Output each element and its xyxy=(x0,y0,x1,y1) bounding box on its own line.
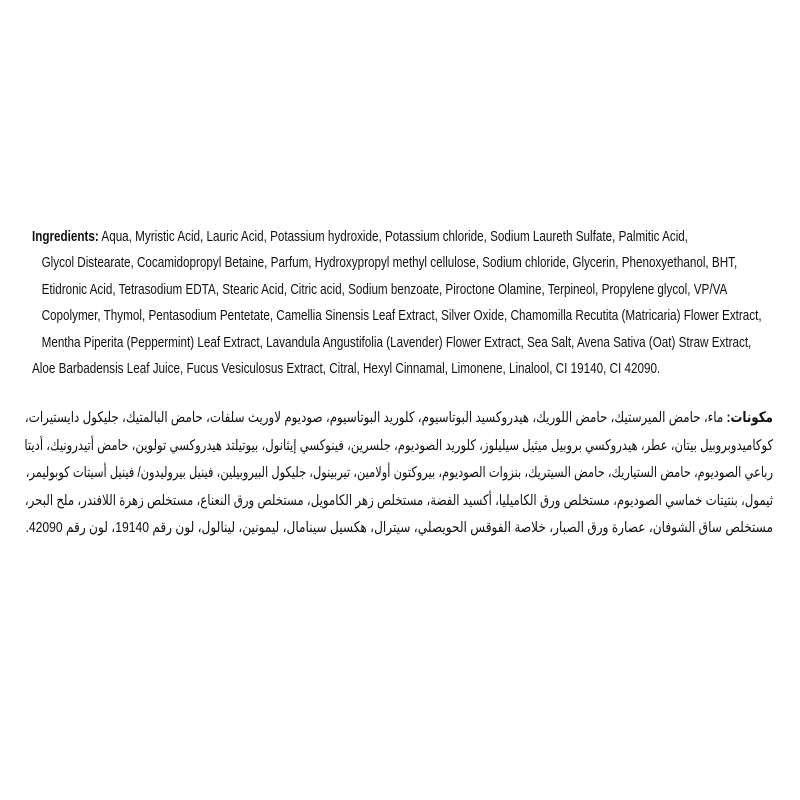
english-line: Glycol Distearate, Cocamidopropyl Betaine, Parfum, Hydroxypropyl methyl cellulose, Sodium chloride, Glycerin, Phenoxyethanol, BHT, xyxy=(41,255,738,272)
arabic-line: مكونات: ماء، حامض الميرستيك، حامض اللوريك، هيدروكسيد البوتاسيوم، كلوريد البوتاسيوم، صوديوم لاوريث سلفات، حامض البالمتيك، جليكول دايستيرات، xyxy=(24,410,773,426)
english-ingredients xyxy=(32,224,772,382)
english-line: Etidronic Acid, Tetrasodium EDTA, Stearic Acid, Citric acid, Sodium benzoate, Piroctone Olamine, Terpineol, Propylene glycol, VP/VA xyxy=(41,281,728,298)
arabic-line: ثيمول، بنتيتات خماسي الصوديوم، مستخلص ورق الكاميليا، أكسيد الفضة، مستخلص زهر الكامويل، مستخلص ورق النعناع، مستخلص زهرة اللافندر، ملح البحر، xyxy=(24,492,773,509)
english-label: Ingredients: xyxy=(32,229,99,245)
arabic-line: كوكاميدوبروبيل بيتان، عطر، هيدروكسي بروبيل ميثيل سيليلوز، كلوريد الصوديوم، جلسرين، فينوكسي إيثانول، بيوتيلتد هيدروكسي تولوين، حامض أتيدرونيك، أديتا xyxy=(24,437,773,454)
english-line: Mentha Piperita (Peppermint) Leaf Extract, Lavandula Angustifolia (Lavender) Flower Extract, Sea Salt, Avena Sativa (Oat) Straw Extract, xyxy=(41,334,752,351)
english-line: Aloe Barbadensis Leaf Juice, Fucus Vesiculosus Extract, Citral, Hexyl Cinnamal, Limonene, Linalool, CI 19140, CI 42090. xyxy=(32,361,661,378)
arabic-label: مكونات: xyxy=(726,410,773,426)
english-line: Copolymer, Thymol, Pentasodium Pentetate, Camellia Sinensis Leaf Extract, Silver Oxide, Chamomilla Recutita (Matricaria) Flower Extract, xyxy=(41,308,762,325)
arabic-ingredients xyxy=(24,405,774,543)
english-line: Ingredients: Aqua, Myristic Acid, Lauric Acid, Potassium hydroxide, Potassium chloride, Sodium Laureth Sulfate, Palmitic Acid, xyxy=(32,229,689,245)
arabic-line: مستخلص ساق الشوفان، عصارة ورق الصبار، خلاصة الفوقس الحويصلي، سيترال، هكسيل سينامال، ليمونين، لينالول، لون رقم 19140، لون رقم 42090. xyxy=(25,520,773,537)
arabic-line: رباعي الصوديوم، حامض الستياريك، حامض السيتريك، بنزوات الصوديوم، بيروكتون أولامين، تيربينول، جليكول البيروبيلين، فينيل بيروليدون/ فينيل أسيتات كوبوليمر، xyxy=(25,465,774,482)
